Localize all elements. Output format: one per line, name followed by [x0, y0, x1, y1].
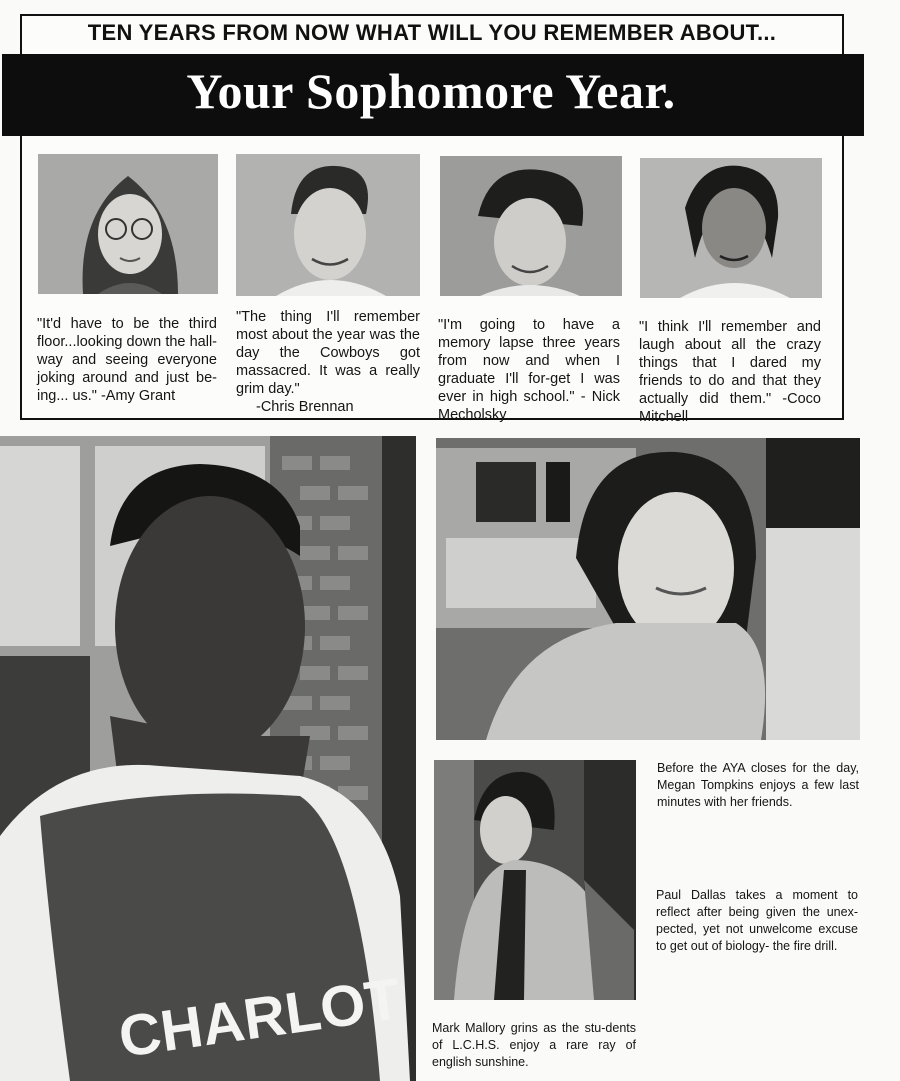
page-title: Your Sophomore Year.: [186, 63, 676, 119]
quote-text: "The thing I'll remember most about the year was the day the Cowboys got massacred. It was a really grim day.": [236, 309, 420, 397]
portrait-nick-mecholsky: [440, 156, 622, 296]
caption-mark: Mark Mallory grins as the stu-dents of L.C.H.S. enjoy a rare ray of english sunshine.: [432, 1021, 636, 1069]
caption-megan: Before the AYA closes for the day, Megan Tompkins enjoys a few last minutes with her friends.: [657, 761, 859, 809]
portrait-amy-grant: [38, 154, 218, 294]
quote-text: "It'd have to be the third floor...looking down the hall-way and seeing everyone joking around and just be-ing... us." -Amy Grant: [37, 316, 217, 404]
quote-text: "I think I'll remember and laugh about all the crazy things that I dared my friends to do and that they actually did them." -Coco Mitchell: [639, 319, 821, 425]
portrait-coco-mitchell: [640, 158, 822, 298]
page-kicker: TEN YEARS FROM NOW WHAT WILL YOU REMEMBER ABOUT...: [87, 20, 777, 45]
photo-paul-dallas: [0, 436, 416, 1081]
quote-text: "I'm going to have a memory lapse three years from now and when I graduate I'll for-get I was ever in high school." - Nick Mecholsky: [438, 317, 620, 423]
quote-author: -Chris Brennan: [256, 399, 354, 415]
quote-chris-brennan: [236, 308, 420, 416]
portrait-chris-brennan: [236, 154, 420, 296]
jersey-lettering: CHARLOT: [114, 966, 405, 1070]
quote-amy-grant: [37, 315, 217, 405]
quote-nick-mecholsky: [438, 316, 620, 424]
quote-coco-mitchell: [639, 318, 821, 426]
photo-megan-tompkins: [436, 438, 860, 740]
photo-mark-mallory: [434, 760, 636, 1000]
caption-paul: Paul Dallas takes a moment to reflect after being given the unex-pected, yet not unwelcome excuse to get out of biology- the fire drill.: [656, 888, 858, 953]
